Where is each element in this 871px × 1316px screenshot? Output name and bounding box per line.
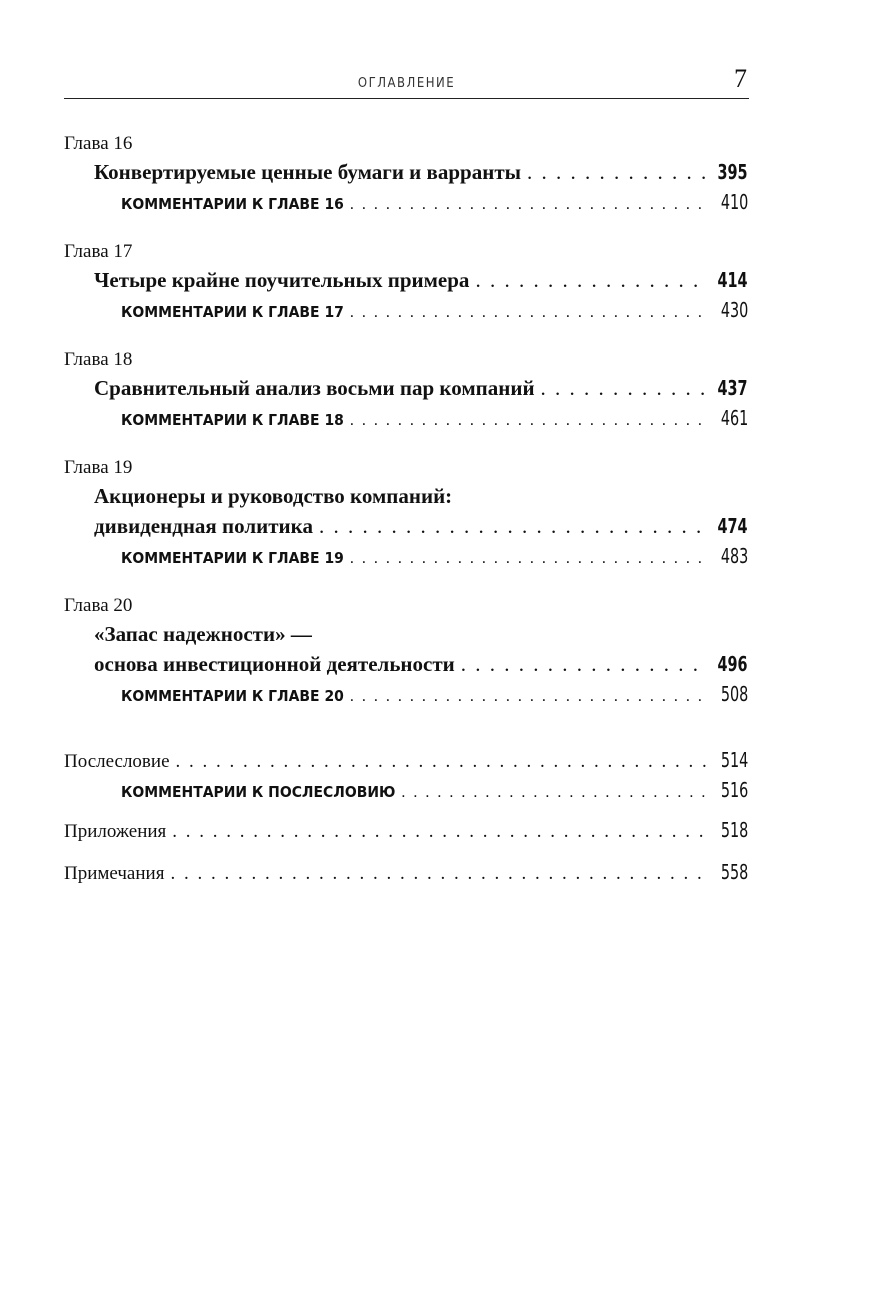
toc-entry-chapter-16[interactable] xyxy=(64,157,748,187)
page-ref: 395 xyxy=(717,160,748,184)
chapter-label: Глава 20 xyxy=(64,595,133,616)
page-ref: 437 xyxy=(717,376,748,400)
appendices-label: Приложения xyxy=(64,821,167,842)
toc-entry-chapter-17[interactable] xyxy=(64,265,748,295)
toc-entry-chapter-18[interactable] xyxy=(64,373,748,403)
toc-entry-comments-17[interactable] xyxy=(64,295,748,325)
dot-leader xyxy=(350,682,710,712)
toc-entry-comments-18[interactable] xyxy=(64,403,748,433)
comments-label: КОММЕНТАРИИ К ГЛАВЕ 18 xyxy=(121,411,344,429)
toc-entry-chapter-20[interactable] xyxy=(64,649,748,679)
page-ref: 430 xyxy=(720,298,748,322)
running-head: ОГЛАВЛЕНИЕ xyxy=(357,76,456,91)
dot-leader xyxy=(319,511,706,541)
dot-leader xyxy=(172,817,709,847)
page-number: 7 xyxy=(734,64,747,93)
toc-entry-comments-19[interactable] xyxy=(64,541,748,571)
comments-label: КОММЕНТАРИИ К ПОСЛЕСЛОВИЮ xyxy=(121,783,396,801)
comments-label: КОММЕНТАРИИ К ГЛАВЕ 16 xyxy=(121,195,344,213)
chapter-title: дивидендная политика xyxy=(94,514,313,538)
chapter-title-line: «Запас надежности» — xyxy=(94,622,312,646)
chapter-title: Конвертируемые ценные бумаги и варранты xyxy=(94,160,522,184)
page-ref: 518 xyxy=(720,818,748,842)
afterword-label: Послесловие xyxy=(64,751,170,772)
page-ref: 558 xyxy=(720,860,748,884)
chapter-title: Четыре крайне поучительных примера xyxy=(94,268,470,292)
page-ref: 516 xyxy=(720,778,748,802)
toc-entry-comments-20[interactable] xyxy=(64,679,748,709)
page-header xyxy=(64,60,749,99)
chapter-label: Глава 18 xyxy=(64,349,133,370)
chapter-label: Глава 16 xyxy=(64,133,133,154)
chapter-title: основа инвестиционной деятельности xyxy=(94,652,455,676)
comments-label: КОММЕНТАРИИ К ГЛАВЕ 19 xyxy=(121,549,344,567)
page-ref: 461 xyxy=(720,406,748,430)
toc-entry-appendices[interactable] xyxy=(64,815,748,845)
page-ref: 410 xyxy=(720,190,748,214)
dot-leader xyxy=(176,747,710,777)
dot-leader xyxy=(170,859,709,889)
page-ref: 514 xyxy=(720,748,748,772)
toc-entry-afterword[interactable] xyxy=(64,745,748,775)
dot-leader xyxy=(350,298,710,328)
dot-leader xyxy=(475,265,706,295)
page-ref: 483 xyxy=(720,544,748,568)
toc-entry-comments-16[interactable] xyxy=(64,187,748,217)
page-ref: 496 xyxy=(717,652,748,676)
dot-leader xyxy=(350,544,710,574)
chapter-label: Глава 17 xyxy=(64,241,133,262)
notes-label: Примечания xyxy=(64,863,165,884)
dot-leader xyxy=(350,190,710,220)
dot-leader xyxy=(461,649,707,679)
chapter-title-line: Акционеры и руководство компаний: xyxy=(94,484,453,508)
page-ref: 414 xyxy=(717,268,748,292)
chapter-label: Глава 19 xyxy=(64,457,133,478)
toc-entry-comments-afterword[interactable] xyxy=(64,775,748,805)
page-ref: 474 xyxy=(717,514,748,538)
dot-leader xyxy=(527,157,706,187)
comments-label: КОММЕНТАРИИ К ГЛАВЕ 20 xyxy=(121,687,344,705)
dot-leader xyxy=(401,778,709,808)
toc-entry-chapter-19[interactable] xyxy=(64,511,748,541)
page-ref: 508 xyxy=(720,682,748,706)
dot-leader xyxy=(541,373,707,403)
dot-leader xyxy=(350,406,710,436)
table-of-contents xyxy=(64,131,748,887)
toc-entry-notes[interactable] xyxy=(64,857,748,887)
chapter-title: Сравнительный анализ восьми пар компаний xyxy=(94,376,535,400)
comments-label: КОММЕНТАРИИ К ГЛАВЕ 17 xyxy=(121,303,344,321)
